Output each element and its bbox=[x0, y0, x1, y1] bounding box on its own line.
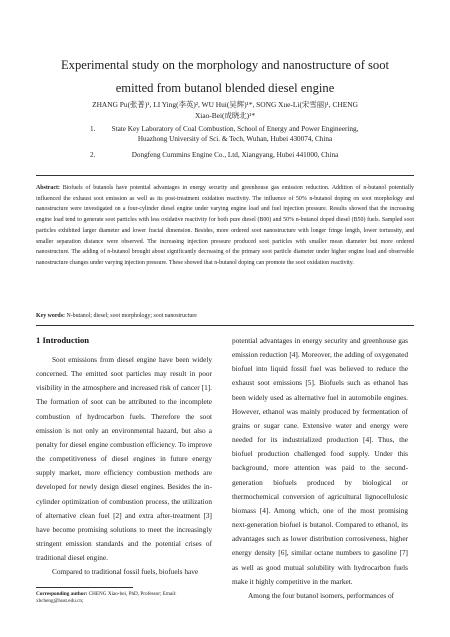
intro-paragraph-continued: potential advantages in energy security and greenhouse gas emission reduction [4]. Moreover, the adding of oxygenated biofuel into liquid fossil fuel was believed to reduce the exhaust soot emissions [5]. Biofuels such as ethanol has been widely used as alternative fuel in automobile engines. However, ethanol was mainly produced by fermentation of grains or sugar cane. Extensive water and energy were needed for its industrialized production [4]. Thus, the biofuel production challenged food supply. Under this background, more attention was paid to the second-generation biofuels produced by biological or thermochemical conversion of agricultural lignocellulosic biomass [4]. Among which, one of the most promising next-generation biofuel is butanol. Compared to ethanol, its advantages such as lower distribution corrosiveness, higher energy density [6], similar octane numbers to gasoline [7] as well as good mutual solubility with hydrocarbon fuels make it highly competitive in the market. bbox=[232, 336, 408, 586]
affiliation-number: 1. bbox=[90, 125, 96, 133]
section-heading: 1 Introduction bbox=[36, 335, 90, 345]
affiliation-line: State Key Laboratory of Coal Combustion, School of Energy and Power Engineering, bbox=[111, 125, 359, 133]
affiliation-2 bbox=[40, 150, 410, 160]
affiliation-number: 2. bbox=[90, 151, 96, 159]
paper-title-line-2: emitted from butanol blended diesel engine bbox=[115, 81, 335, 95]
authors-line-1: ZHANG Pu(张普)¹, LI Ying(李英)², WU Hui(吴辉)¹*, SONG Xue-Li(宋雪丽)¹, CHENG bbox=[92, 100, 358, 109]
abstract-top-rule bbox=[36, 175, 414, 176]
intro-paragraph-3: Among the four butanol isomers, performances of bbox=[248, 590, 395, 600]
affiliation-line: Huazhong University of Sci. & Tech, Wuhan, Hubei 430074, China bbox=[137, 135, 333, 143]
left-column bbox=[36, 353, 212, 580]
keywords-bottom-rule bbox=[36, 325, 414, 326]
keywords-text: N-butanol; diesel; soot morphology; soot nanostructure bbox=[66, 313, 197, 319]
footnote-text: CHENG Xiao-bei, PhD, Professor; Email: xbcheng@hust.edu.cn; bbox=[36, 591, 177, 604]
corresponding-author-footnote bbox=[36, 591, 212, 605]
authors-line-2: Xiao-Bei(成晓北)¹* bbox=[194, 110, 256, 120]
keywords bbox=[36, 312, 414, 321]
footnote-label: Corresponding author: bbox=[36, 591, 88, 597]
abstract bbox=[36, 183, 414, 269]
author-list bbox=[40, 100, 410, 121]
intro-paragraph-1: Soot emissions from diesel engine have been widely concerned. The emitted soot particles may result in poor visibility in the atmosphere and increased risk of cancer [1]. The formation of soot can be attributed to the incomplete combustion of hydrocarbon fuels. Therefore the soot emission is not only an environmental hazard, but also a penalty for diesel engine combustion efficiency. To improve the competitiveness of diesel engines in future energy supply market, more efficiency combustion methods are developed for newly design diesel engines. Besides the in-cylinder optimization of combustion process, the utilization of alternative clean fuel [2] and extra after-treatment [3] have become promising solutions to meet the increasingly stringent emission standards and the potential crises of traditional diesel engine. bbox=[36, 355, 212, 563]
paper-title-line-1: Experimental study on the morphology and nanostructure of soot bbox=[60, 58, 390, 72]
affiliation-1 bbox=[40, 124, 410, 144]
abstract-label: Abstract: bbox=[36, 185, 60, 191]
footnote-rule bbox=[36, 587, 133, 588]
intro-paragraph-2: Compared to traditional fossil fuels, biofuels have bbox=[52, 567, 199, 577]
keywords-label: Key words: bbox=[36, 313, 65, 319]
abstract-text: Biofuels of butanols have potential advantages in energy security and greenhouse gas emission reduction. Addition of n-butanol potentially influenced the exhaust soot emission as well as its post-treatment oxidation reactivity. The influence of 50% n-butanol doping on soot morphology and nanostructure were investigated on a four-cylinder diesel engine under varying engine load and fuel injection pressure. Results showed that the increasing engine load tend to generate soot particles with less oxidative reactivity for both pure diesel (B00) and 50% n-butanol doped diesel (B50) fuels. Sampled soot particles exhibited larger diameter and lower fractal dimension. Besides, more ordered soot nanostructure with longer fringe length, lower tortuosity, and smaller separation distance were observed. The increasing injection pressure produced soot particles with smaller mean diameter but more ordered nanostructure. The adding of n-butanol brought about significantly decreasing of the primary soot particle diameter under higher engine load and observable nanostructure changes under varying injection pressure. These showed that n-butanol doping can promote the soot oxidation reactivity. bbox=[36, 185, 414, 266]
affiliation-line: Dongfeng Cummins Engine Co., Ltd, Xiangyang, Hubei 441000, China bbox=[131, 151, 339, 159]
right-column bbox=[232, 334, 408, 603]
